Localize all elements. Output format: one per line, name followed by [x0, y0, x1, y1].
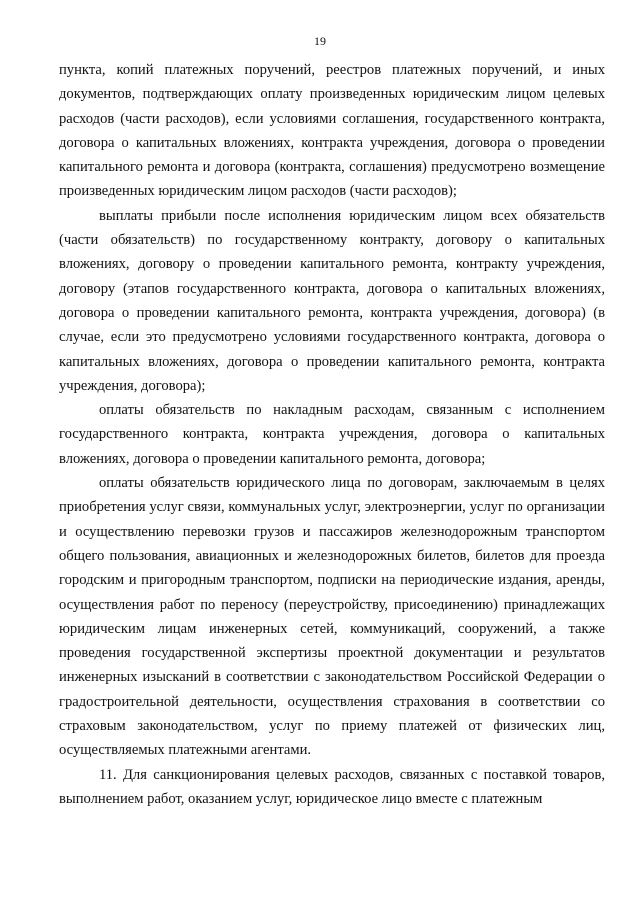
- paragraph-profit-payments: выплаты прибыли после исполнения юридическим лицом всех обязательств (части обязательств) по государственному контракту, договору о капитальных вложениях, договору о проведении капитального ремонта, контракту учреждения, договору (этапов государственного контракта, договора о капитальных вложениях, договора о проведении капитального ремонта, контракта учреждения, договора) (в случае, если это предусмотрено условиями государственного контракта, договора о капитальных вложениях, договора о проведении капитального ремонта, контракта учреждения, договора);: [59, 207, 605, 394]
- paragraph-service-contracts: оплаты обязательств юридического лица по договорам, заключаемым в целях приобретения услуг связи, коммунальных услуг, электроэнергии, услуг по организации и осуществлению перевозки грузов и пассажиров железнодорожным транспортом общего пользования, авиационных и железнодорожных билетов, билетов для проезда городским и пригородным транспортом, подписки на периодические издания, аренды, осуществления работ по переносу (переустройству, присоединению) принадлежащих юридическим лицам инженерных сетей, коммуникаций, сооружений, а также проведения государственной экспертизы проектной документации и результатов инженерных изысканий в соответствии с законодательством Российской Федерации о градостроительной деятельности, осуществления страхования в соответствии со страховым законодательством, услуг по приему платежей от физических лиц, осуществляемых платежными агентами.: [59, 475, 605, 759]
- paragraph-overhead-expenses: оплаты обязательств по накладным расходам, связанным с исполнением государственного контракта, контракта учреждения, договора о капитальных вложениях, договора о проведении капитального ремонта, договора;: [59, 402, 605, 467]
- paragraph-payment-documents: пункта, копий платежных поручений, реестров платежных поручений, и иных документов, подтверждающих оплату произведенных юридическим лицом целевых расходов (части расходов), если условиями соглашения, государственного контракта, договора о капитальных вложениях, контракта учреждения, договора о проведении капитального ремонта и договора (контракта, соглашения) предусмотрено возмещение произведенных юридическим лицом расходов (части расходов);: [59, 62, 605, 200]
- document-body: [59, 58, 605, 811]
- paragraph-item-11: 11. Для санкционирования целевых расходов, связанных с поставкой товаров, выполнением работ, оказанием услуг, юридическое лицо вместе с платежным: [59, 766, 605, 807]
- page-number: 19: [314, 34, 326, 48]
